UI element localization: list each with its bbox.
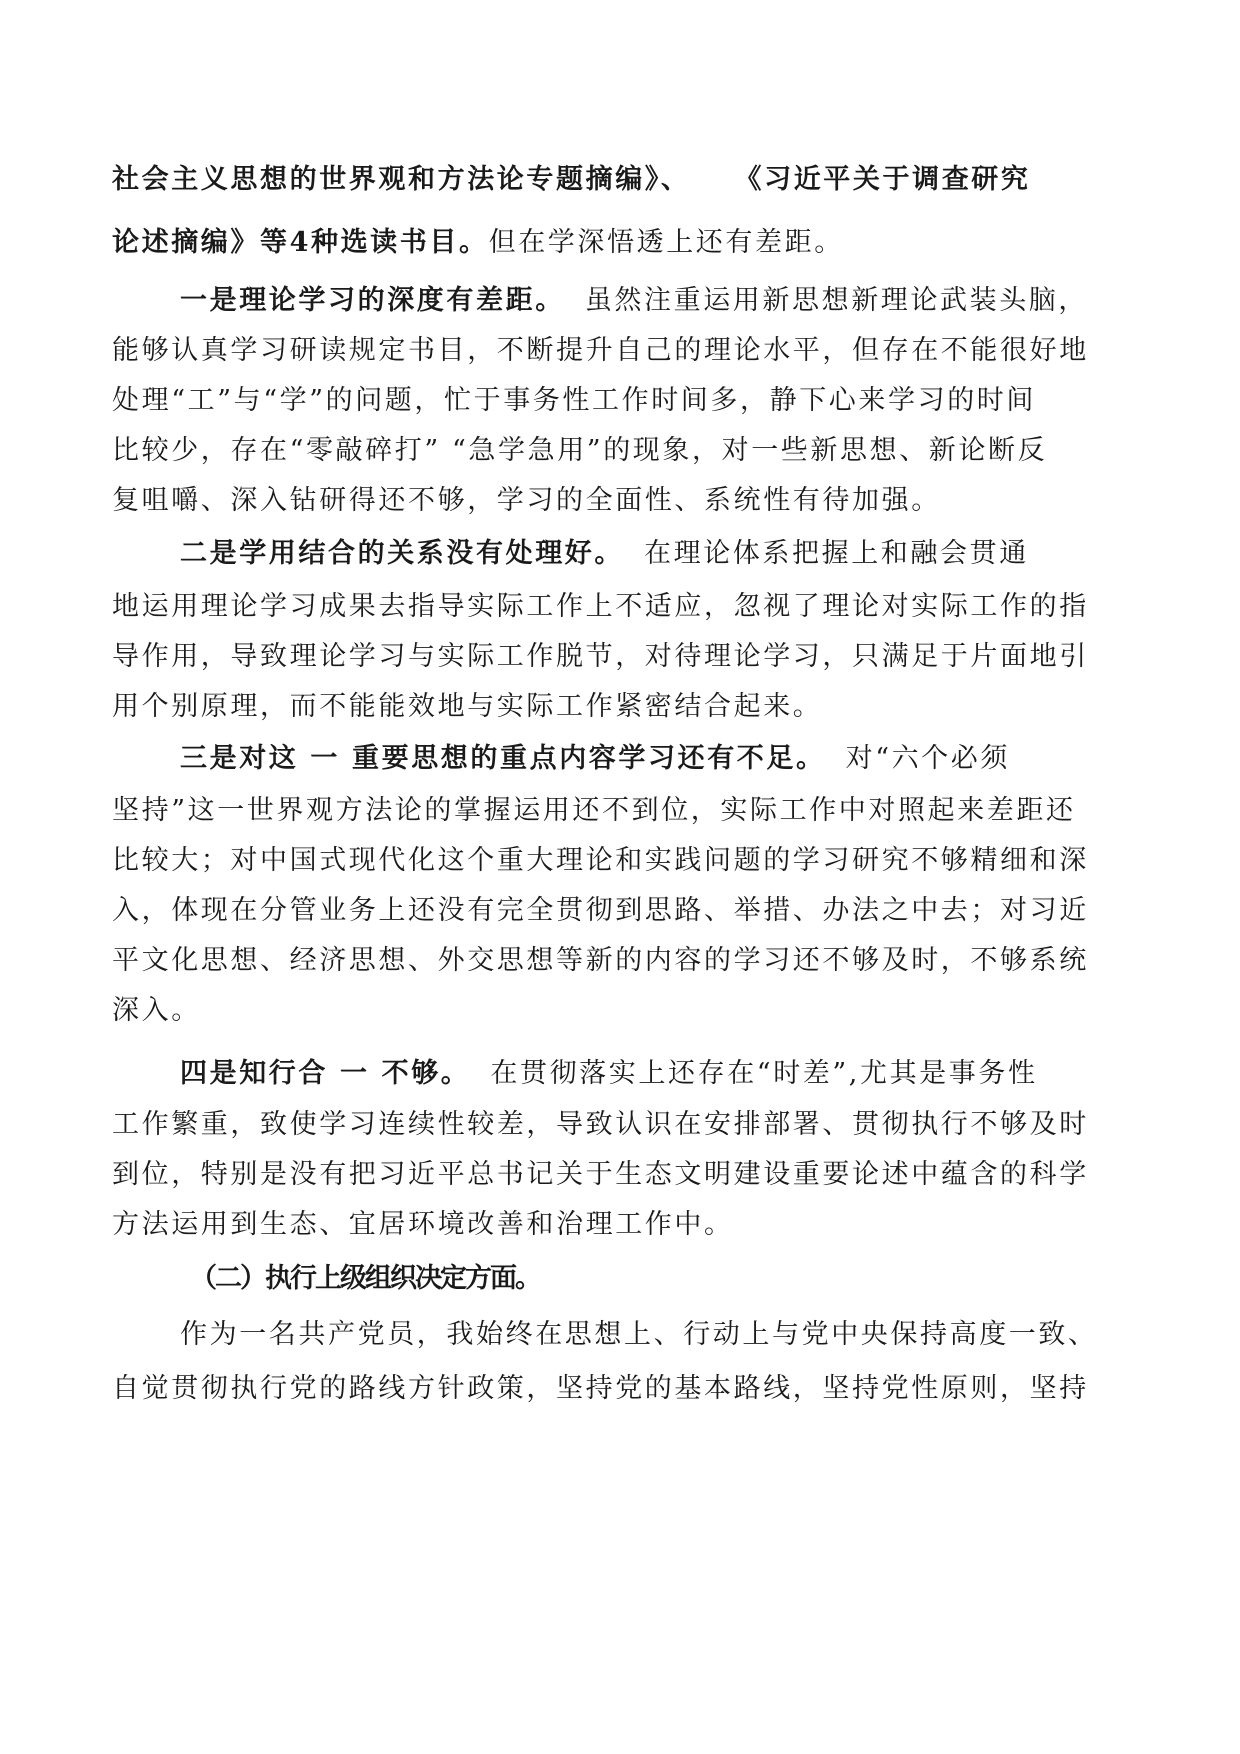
text-line: 到位，特别是没有把习近平总书记关于生态文明建设重要论述中蕴含的科学 — [112, 1159, 1089, 1190]
text-line: 平文化思想、经济思想、外交思想等新的内容的学习还不够及时，不够系统 — [112, 945, 1089, 976]
paragraph-1-heading: 一是理论学习的深度有差距。 — [180, 285, 565, 316]
text-segment: 对“六个必须 — [845, 743, 1011, 774]
text-segment: 《习近平关于调查研究 — [734, 164, 1031, 195]
paragraph-4-heading-line — [180, 1057, 1152, 1091]
text-line-2 — [112, 226, 1152, 260]
text-line: 能够认真学习研读规定书目，不断提升自己的理论水平，但存在不能很好地 — [112, 335, 1089, 366]
text-segment: 在理论体系把握上和融会贯通 — [644, 538, 1029, 569]
text-line: 深入。 — [112, 995, 201, 1026]
text-line: 复咀嚼、深入钻研得还不够，学习的全面性、系统性有待加强。 — [112, 485, 941, 516]
text-line: 导作用，导致理论学习与实际工作脱节，对待理论学习，只满足于片面地引 — [112, 641, 1089, 672]
text-segment-bold: 论述摘编》等4种选读书目。 — [112, 227, 489, 258]
text-line: 地运用理论学习成果去指导实际工作上不适应，忽视了理论对实际工作的指 — [112, 591, 1089, 622]
text-line: 比较少，存在“零敲碎打” “急学急用”的现象，对一些新思想、新论断反 — [112, 435, 1048, 466]
text-line: 比较大；对中国式现代化这个重大理论和实践问题的学习研究不够精细和深 — [112, 845, 1089, 876]
text-line: 工作繁重，致使学习连续性较差，导致认识在安排部署、贯彻执行不够及时 — [112, 1109, 1089, 1140]
text-segment: 但在学深悟透上还有差距。 — [488, 227, 844, 258]
text-segment: 社会主义思想的世界观和方法论专题摘编》、 — [112, 164, 691, 195]
paragraph-1-heading-line — [180, 284, 1152, 318]
text-line: 坚持”这一世界观方法论的掌握运用还不到位，实际工作中对照起来差距还 — [112, 795, 1076, 826]
text-line: 入，体现在分管业务上还没有完全贯彻到思路、举措、办法之中去；对习近 — [112, 895, 1089, 926]
paragraph-3-heading-line — [180, 742, 1152, 776]
paragraph-2-heading: 二是学用结合的关系没有处理好。 — [180, 538, 624, 569]
text-line: 处理“工”与“学”的问题，忙于事务性工作时间多，静下心来学习的时间 — [112, 385, 1037, 416]
text-line: 方法运用到生态、宜居环境改善和治理工作中。 — [112, 1209, 734, 1240]
paragraph-4-heading: 四是知行合 一 不够。 — [180, 1058, 471, 1089]
paragraph-2-heading-line — [180, 537, 1152, 571]
text-line: 自觉贯彻执行党的路线方针政策，坚持党的基本路线，坚持党性原则，坚持 — [112, 1373, 1089, 1404]
text-segment: 虽然注重运用新思想新理论武装头脑， — [584, 285, 1089, 316]
section-heading: （二）执行上级组织决定方面。 — [190, 1263, 540, 1294]
paragraph-3-heading: 三是对这 一 重要思想的重点内容学习还有不足。 — [180, 743, 826, 774]
text-line-1 — [112, 163, 1152, 197]
text-segment: 在贯彻落实上还存在“时差”,尤其是事务性 — [490, 1058, 1038, 1089]
text-line: 用个别原理，而不能能效地与实际工作紧密结合起来。 — [112, 691, 823, 722]
text-line: 作为一名共产党员，我始终在思想上、行动上与党中央保持高度一致、 — [180, 1319, 1098, 1350]
